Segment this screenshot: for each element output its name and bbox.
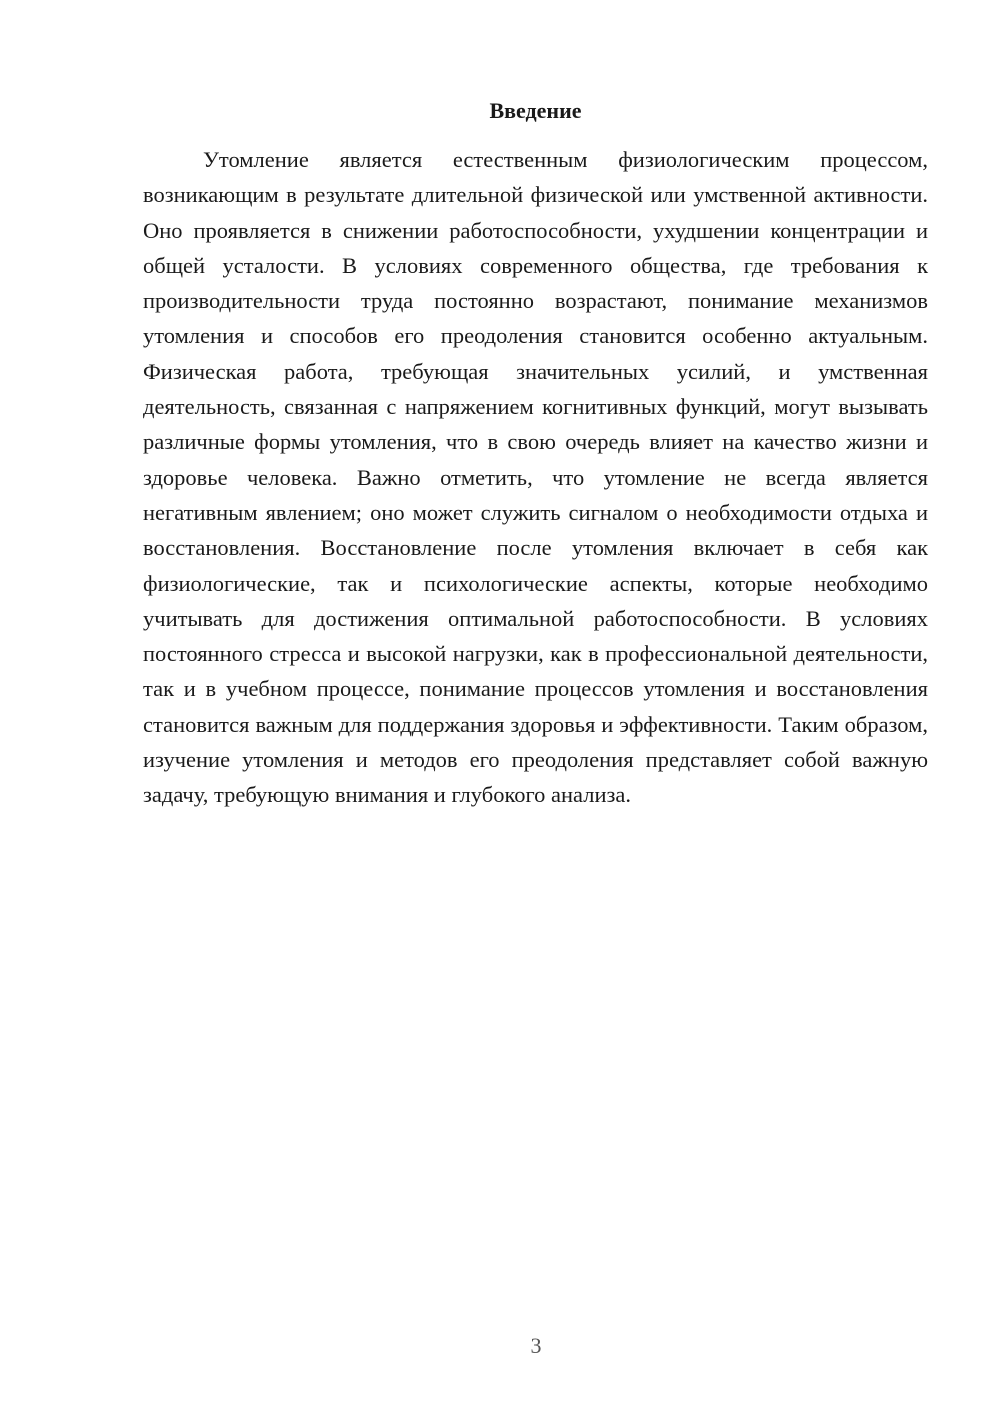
section-title: Введение	[489, 98, 582, 123]
page-number: 3	[530, 1333, 542, 1358]
body-paragraph: Утомление является естественным физиологическим процессом, возникающим в результате длительной физической или умственной активности. Оно проявляется в снижении работоспособности, ухудшении концентрации и общей усталости. В условиях современного общества, где требования к производительности труда постоянно возрастают, понимание механизмов утомления и способов его преодоления становится особенно актуальным. Физическая работа, требующая значительных усилий, и умственная деятельность, связанная с напряжением когнитивных функций, могут вызывать различные формы утомления, что в свою очередь влияет на качество жизни и здоровье человека. Важно отметить, что утомление не всегда является негативным явлением; оно может служить сигналом о необходимости отдыха и восстановления. Восстановление после утомления включает в себя как физиологические, так и психологические аспекты, которые необходимо учитывать для достижения оптимальной работоспособности. В условиях постоянного стресса и высокой нагрузки, как в профессиональной деятельности, так и в учебном процессе, понимание процессов утомления и восстановления становится важным для поддержания здоровья и эффективности. Таким образом, изучение утомления и методов его преодоления представляет собой важную задачу, требующую внимания и глубокого анализа.	[143, 147, 928, 808]
